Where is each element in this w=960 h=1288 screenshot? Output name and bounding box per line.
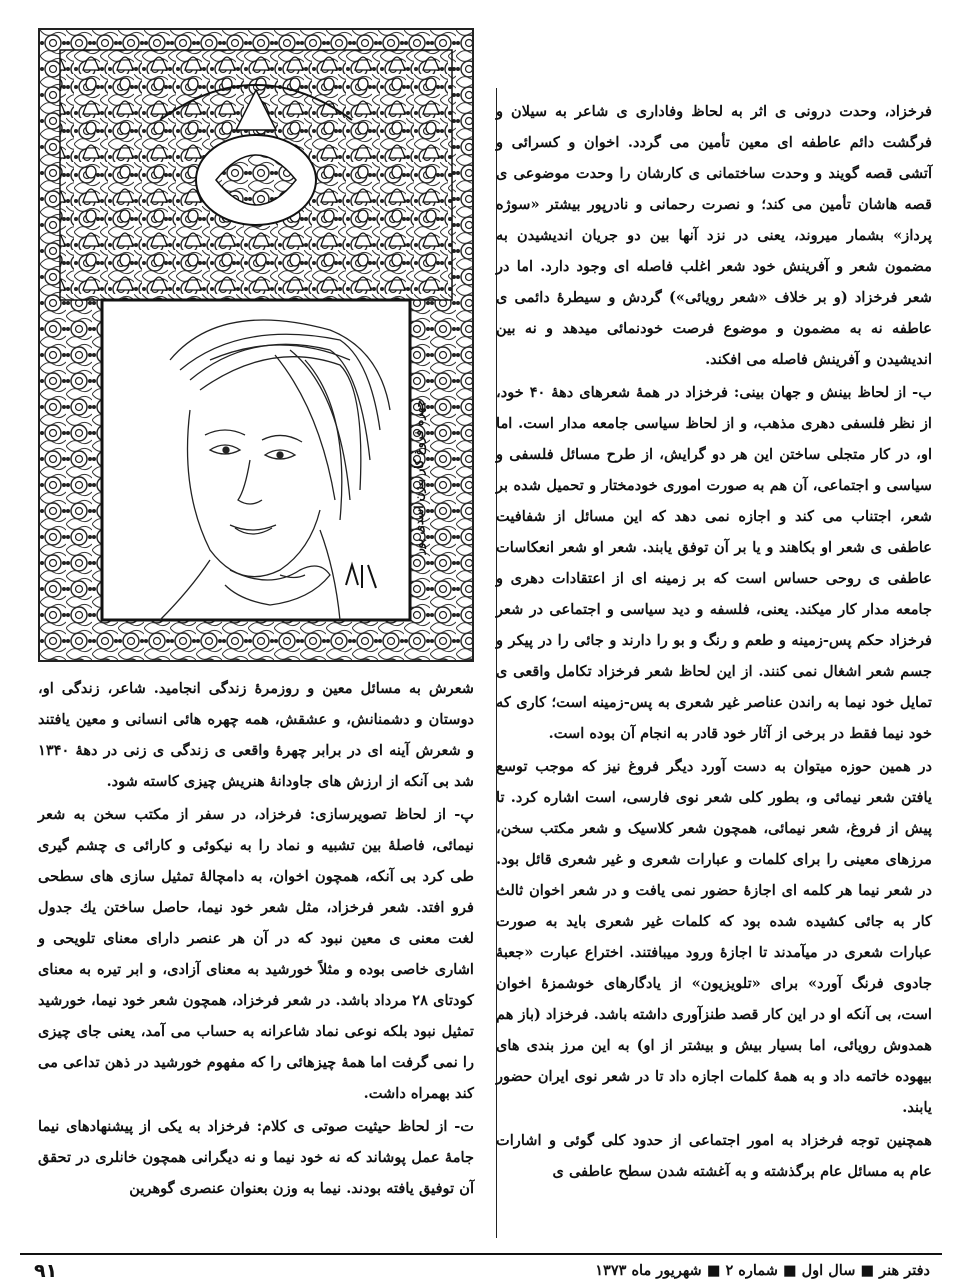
running-footer: دفتر هنر ■ سال اول ■ شماره ۲ ■ شهریور ماه ۱۳۷۳ — [595, 1262, 930, 1279]
paragraph: همچنین توجه فرخزاد به امور اجتماعی از حدود کلی گوئی و اشارات عام به مسائل عام برگذشته و به آغشته شدن سطح عاطفی ی — [496, 1132, 932, 1180]
paragraph: فرخزاد، وحدت درونی ی اثر به لحاظ وفاداری ی شاعر به سیلان و فرگشت دائم عاطفه ای معین تأمین می گردد. اخوان و کسرائی و آتشی قصه گویند و وحدت ساختمانی ی کارشان را وحدت موضوعی ی قصه هاشان تأمین می کند؛ و نصرت رحمانی و نادرپور بیشتر «سوژه پرداز» بشمار میروند، یعنی در نزد آنها بین دو جریان اندیشیدن به مضمون شعر و آفرینش خود شعر اغلب فاصله ای وجود دارد. اما در شعر فرخزاد (و بر خلاف «شعر رویائی») گردش و سیطرهٔ دائمی ی عاطفه نه به مضمون و موضوع فرصت خودنمائی میدهد و نه بین اندیشیدن و آفرینش فاصله می افکند. — [496, 103, 932, 368]
page-number: ۹۱ — [34, 1260, 58, 1282]
footer-rule — [20, 1253, 942, 1255]
right-text-column — [496, 96, 932, 1189]
portrait-panel — [102, 300, 410, 620]
illustration-caption — [398, 400, 438, 640]
paragraph: ب- از لحاظ بینش و جهان بینی: فرخزاد در همهٔ شعرهای دههٔ ۴۰ خود، از نظر فلسفی دهری مذهب، و از لحاظ سیاسی جامعه مدار است. اما او، در کار متجلی ساختن این هر دو گرایش، از طرح مسائل فلسفی و سیاسی و اجتماعی، آن هم به صورت اموری خودمختار و تحمیل شده بر شعر، اجتناب می کند و اجازه نمی دهد که این مسائل از شفافیت عاطفی ی شعر او بکاهند و یا بر آن توفق یابند. شعر او شعر انعکاسات عاطفی ی روحی حساس است که بر زمینه ای از اعتقادات دهری و جامعه مدار کار میکند. یعنی، فلسفه و دید سیاسی و اجتماعی در شعر فرخزاد حکم پس-زمینه و طعم و رنگ و بو را دارند و جائی را در پیکر و جسم شعر اشغال نمی کنند. از این لحاظ شعر فرخزاد تکامل واقعی ی تمایل خود نیما به راندن عناصر غیر شعری به پس-زمینه است؛ کاری که خود نیما فقط در برخی از آثار خود قادر به انجام آن بوده است. — [496, 384, 932, 742]
paragraph: ت- از لحاظ حیثیت صوتی ی کلام: فرخزاد به یکی از پیشنهادهای نیما جامهٔ عمل پوشاند که نه خود نیما و نه دیگرانی همچون خانلری در تحقق آن توفیق یافته بودند. نیما به وزن بعنوان عنصری گوهرین — [38, 1118, 474, 1197]
side-caption-text: چهره فروغ کار بیژن اسدی پور — [412, 400, 426, 555]
paragraph: پ- از لحاظ تصویرسازی: فرخزاد، در سفر از مکتب سخن به شعر نیمائی، فاصلهٔ بین تشبیه و نماد را به نیکوئی و کارائی ی چشم گیری طی کرد بی آنکه، همچون اخوان، به دامچالهٔ تمثیل سازی های سطحی فرو افتد. شعر فرخزاد، مثل شعر خود نیما، حاصل ساختن یك جدول لغت معنی ی معین نبود که در آن هر عنصر دارای معنای تلویحی و اشاری خاصی بوده و مثلاً خورشید به معنای آزادی، و ابر تیره به معنای کودتای ۲۸ مرداد باشد. در شعر فرخزاد، همچون شعر خود نیما، خورشید تمثیل نبود بلکه نوعی نماد شاعرانه به حساب می آمد، یعنی جای چیزی را نمی گرفت اما همهٔ چیزهائی را که مفهوم خورشید در ذهن تداعی می کند بهمراه داشت. — [38, 806, 475, 1102]
paragraph: در همین حوزه میتوان به دست آورد دیگر فروغ نیز که موجب توسع یافتن شعر نیمائی و، بطور کلی شعر نوی فارسی، است اشاره کرد. تا پیش از فروغ، شعر نیمائی، همچون شعر کلاسیک و شعر مکتب سخن، مرزهای معینی را برای کلمات و عبارات شعری و غیر شعری قائل بود. در شعر نیما هر کلمه ای اجازهٔ حضور نمی یافت و در شعر اخوان ثالث کار به جائی کشیده شده بود که کلمات غیر شعری باید به صورت عبارات شعری در میآمدند تا اجازهٔ ورود میبافتند. اختراع عبارت «جعبهٔ جادوی فرنگ آورد» برای «تلویزیون» از یادگارهای خوشمزهٔ اخوان است، بی آنکه او در این کار قصد طنزآوری داشته باشد. فرخزاد (باز هم همدوش رویائی، اما بسیار بیش و بیشتر از او) به این مرز بندی های بیهوده خاتمه داد و به همهٔ کلمات اجازه داد تا در شعر نوی ایران حضور یابند. — [496, 758, 932, 1116]
paragraph: شعرش به مسائل معین و روزمرهٔ زندگی انجامید. شاعر، زندگی او، دوستان و دشمنانش، و عشقش، همه چهره هائی انسانی و معین یافتند و شعرش آینه ای در برابر چهرهٔ واقعی ی زندگی ی زنی در دههٔ ۱۳۴۰ شد بی آنکه از ارزش های جاودانهٔ هنریش چیزی کاسته شود. — [38, 680, 474, 790]
left-text-column — [38, 673, 474, 1206]
